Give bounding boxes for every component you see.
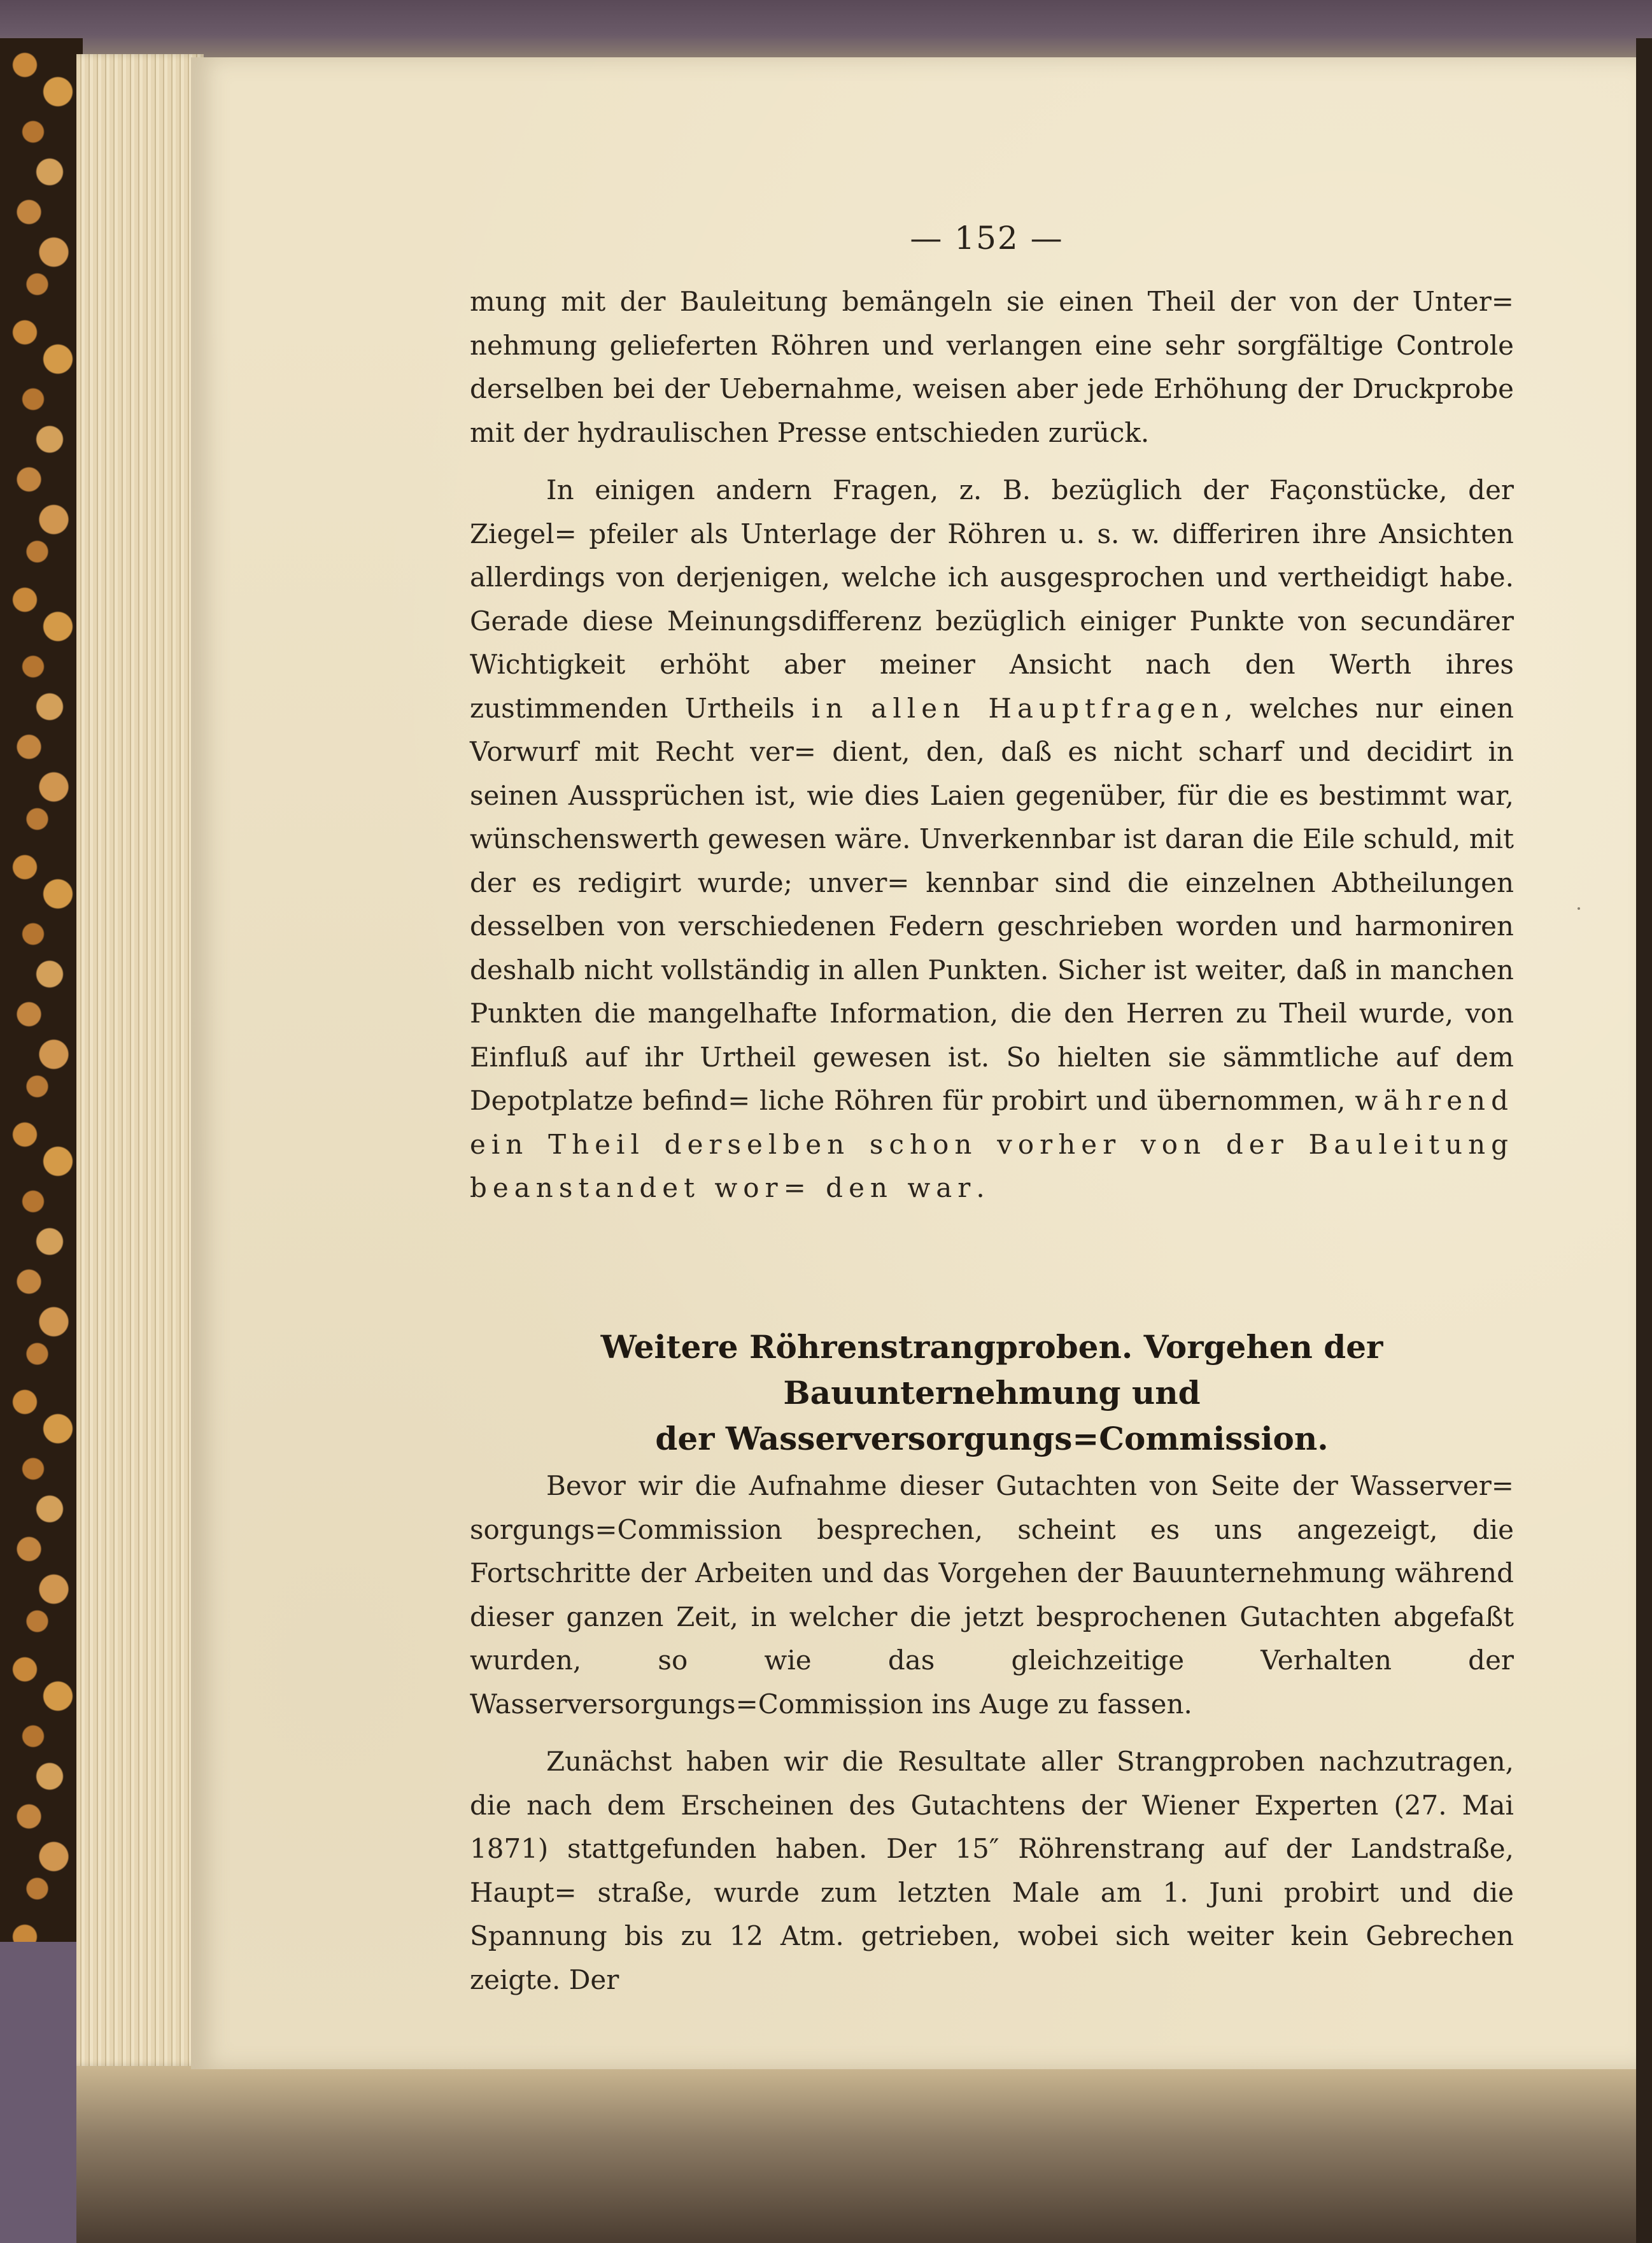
page-edges-bottom (76, 2066, 1636, 2243)
section-heading (470, 1324, 1514, 1462)
text-block-bottom (470, 1464, 1514, 2002)
heading-line-1: Weitere Röhrenstrangproben. Vorgehen der Bauunternehmung und (600, 1328, 1383, 1412)
heading-line-2: der Wasserversorgungs=Commission. (655, 1420, 1329, 1457)
cover-cloth-band (0, 1942, 76, 2243)
cover-top-edge (0, 0, 1652, 57)
paragraph-2 (470, 469, 1514, 1210)
page-edges (76, 54, 204, 2066)
paragraph-3: Bevor wir die Aufnahme dieser Gutachten von Seite der Wasserver= sorgungs=Commission besprechen, scheint es uns angezeigt, die Fortschritte der Arbeiten und das Vorgehen der Bauunternehmung während dieser ganzen Zeit, in welcher die jetzt besprochenen Gutachten abgefaßt wurden, so wie das gleichzeitige Verhalten der Wasserversorgungs=Commission ins Auge zu fassen. (470, 1470, 1514, 1720)
paragraph-2-text-a: In einigen andern Fragen, z. B. bezüglich der Façonstücke, der Ziegel= pfeiler als Unterlage der Röhren u. s. w. differiren ihre Ansichten allerdings von derjenigen, welche ich ausgesprochen und vertheidigt habe. Gerade diese Meinungsdifferenz bezüglich einiger Punkte von secundärer Wichtigkeit erhöht aber meiner Ansicht nach den Werth ihres zustimmenden Urtheils (470, 474, 1514, 724)
emphasis-in-allen-hauptfragen: in allen Hauptfragen (811, 692, 1225, 724)
text-block-top (470, 280, 1514, 1210)
paragraph-4: Zunächst haben wir die Resultate aller Strangproben nachzutragen, die nach dem Erscheinen des Gutachtens der Wiener Experten (27. Mai 1871) stattgefunden haben. Der 15″ Röhrenstrang auf der Landstraße, Haupt= straße, wurde zum letzten Male am 1. Juni probirt und die Spannung bis zu 12 Atm. getrieben, wobei sich weiter kein Gebrechen zeigte. Der (470, 1746, 1514, 1995)
paragraph-1: mung mit der Bauleitung bemängeln sie einen Theil der von der Unter= nehmung gelieferten Röhren und verlangen eine sehr sorgfältige Controle derselben bei der Uebernahme, weisen aber jede Erhöhung der Druckprobe mit der hydraulischen Presse entschieden zurück. (470, 286, 1514, 448)
ink-speck (1578, 907, 1580, 910)
emphasis-waehrend: während ein Theil derselben schon vorher von der Bauleitung beanstandet wor= den war (470, 1085, 1514, 1203)
page-number: — 152 — (910, 220, 1064, 257)
right-shadow-edge (1636, 38, 1652, 2243)
paragraph-2-text-b: , welches nur einen Vorwurf mit Recht ver= dient, den, daß es nicht scharf und decidirt in seinen Aussprüchen ist, wie dies Laien gegenüber, für die es bestimmt war, wünschenswerth gewesen wäre. Unverkennbar ist daran die Eile schuld, mit der es redigirt wurde; unver= kennbar sind die einzelnen Abtheilungen desselben von verschiedenen Federn geschrieben worden und harmoniren deshalb nicht vollständig in allen Punkten. Sicher ist weiter, daß in manchen Punkten die mangelhafte Information, die den Herren zu Theil wurde, von Einfluß auf ihr Urtheil gewesen ist. So hielten sie sämmtliche auf dem Depotplatze befind= liche Röhren für probirt und übernommen, (470, 692, 1514, 1116)
marbled-cover (0, 38, 83, 2243)
paragraph-2-end: . (976, 1172, 985, 1203)
